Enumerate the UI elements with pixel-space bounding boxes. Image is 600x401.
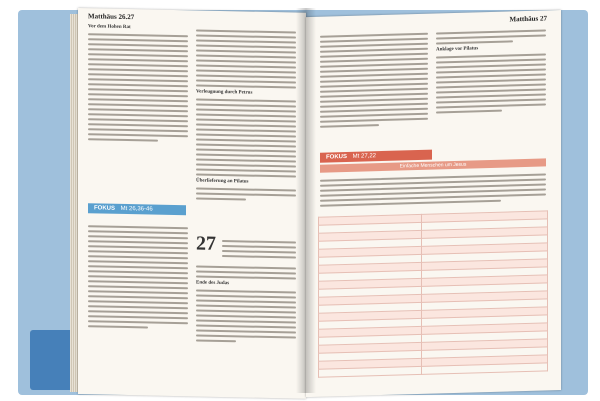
left-focus-banner [88, 203, 186, 215]
left-page-header: Matthäus 26.27 [88, 12, 135, 22]
people-table [318, 210, 548, 377]
right-column-1 [320, 30, 428, 131]
subhead-4: Ende des Judas [196, 280, 230, 287]
focus-label-right: FOKUS [326, 153, 347, 161]
chapter-number: 27 [196, 232, 216, 255]
right-page-header: Matthäus 27 [509, 14, 547, 24]
focus-ref: Mt 26,36-46 [120, 205, 153, 213]
subhead-2: Verleugnung durch Petrus [196, 89, 253, 96]
right-focus-banner [320, 150, 432, 163]
left-column-2-lower [196, 262, 296, 346]
focus-label: FOKUS [94, 205, 115, 212]
right-page [306, 10, 561, 397]
subhead-right-1: Anklage vor Pilatus [436, 46, 479, 53]
left-column-1 [88, 24, 188, 145]
left-page [78, 8, 306, 399]
chapter-start-text [222, 237, 296, 262]
subhead-1: Vor dem Hohen Rat [88, 24, 131, 31]
right-intro-text [320, 170, 546, 209]
left-column-1-lower [88, 222, 188, 332]
right-focus-subtitle: Einfache Menschen um Jesus [320, 158, 546, 172]
right-column-2 [436, 26, 546, 116]
focus-ref-right: Mt 27,22 [352, 153, 377, 160]
subhead-3: Überlieferung an Pilatus [196, 178, 249, 185]
left-column-2 [196, 26, 296, 204]
book-gutter [296, 8, 316, 393]
